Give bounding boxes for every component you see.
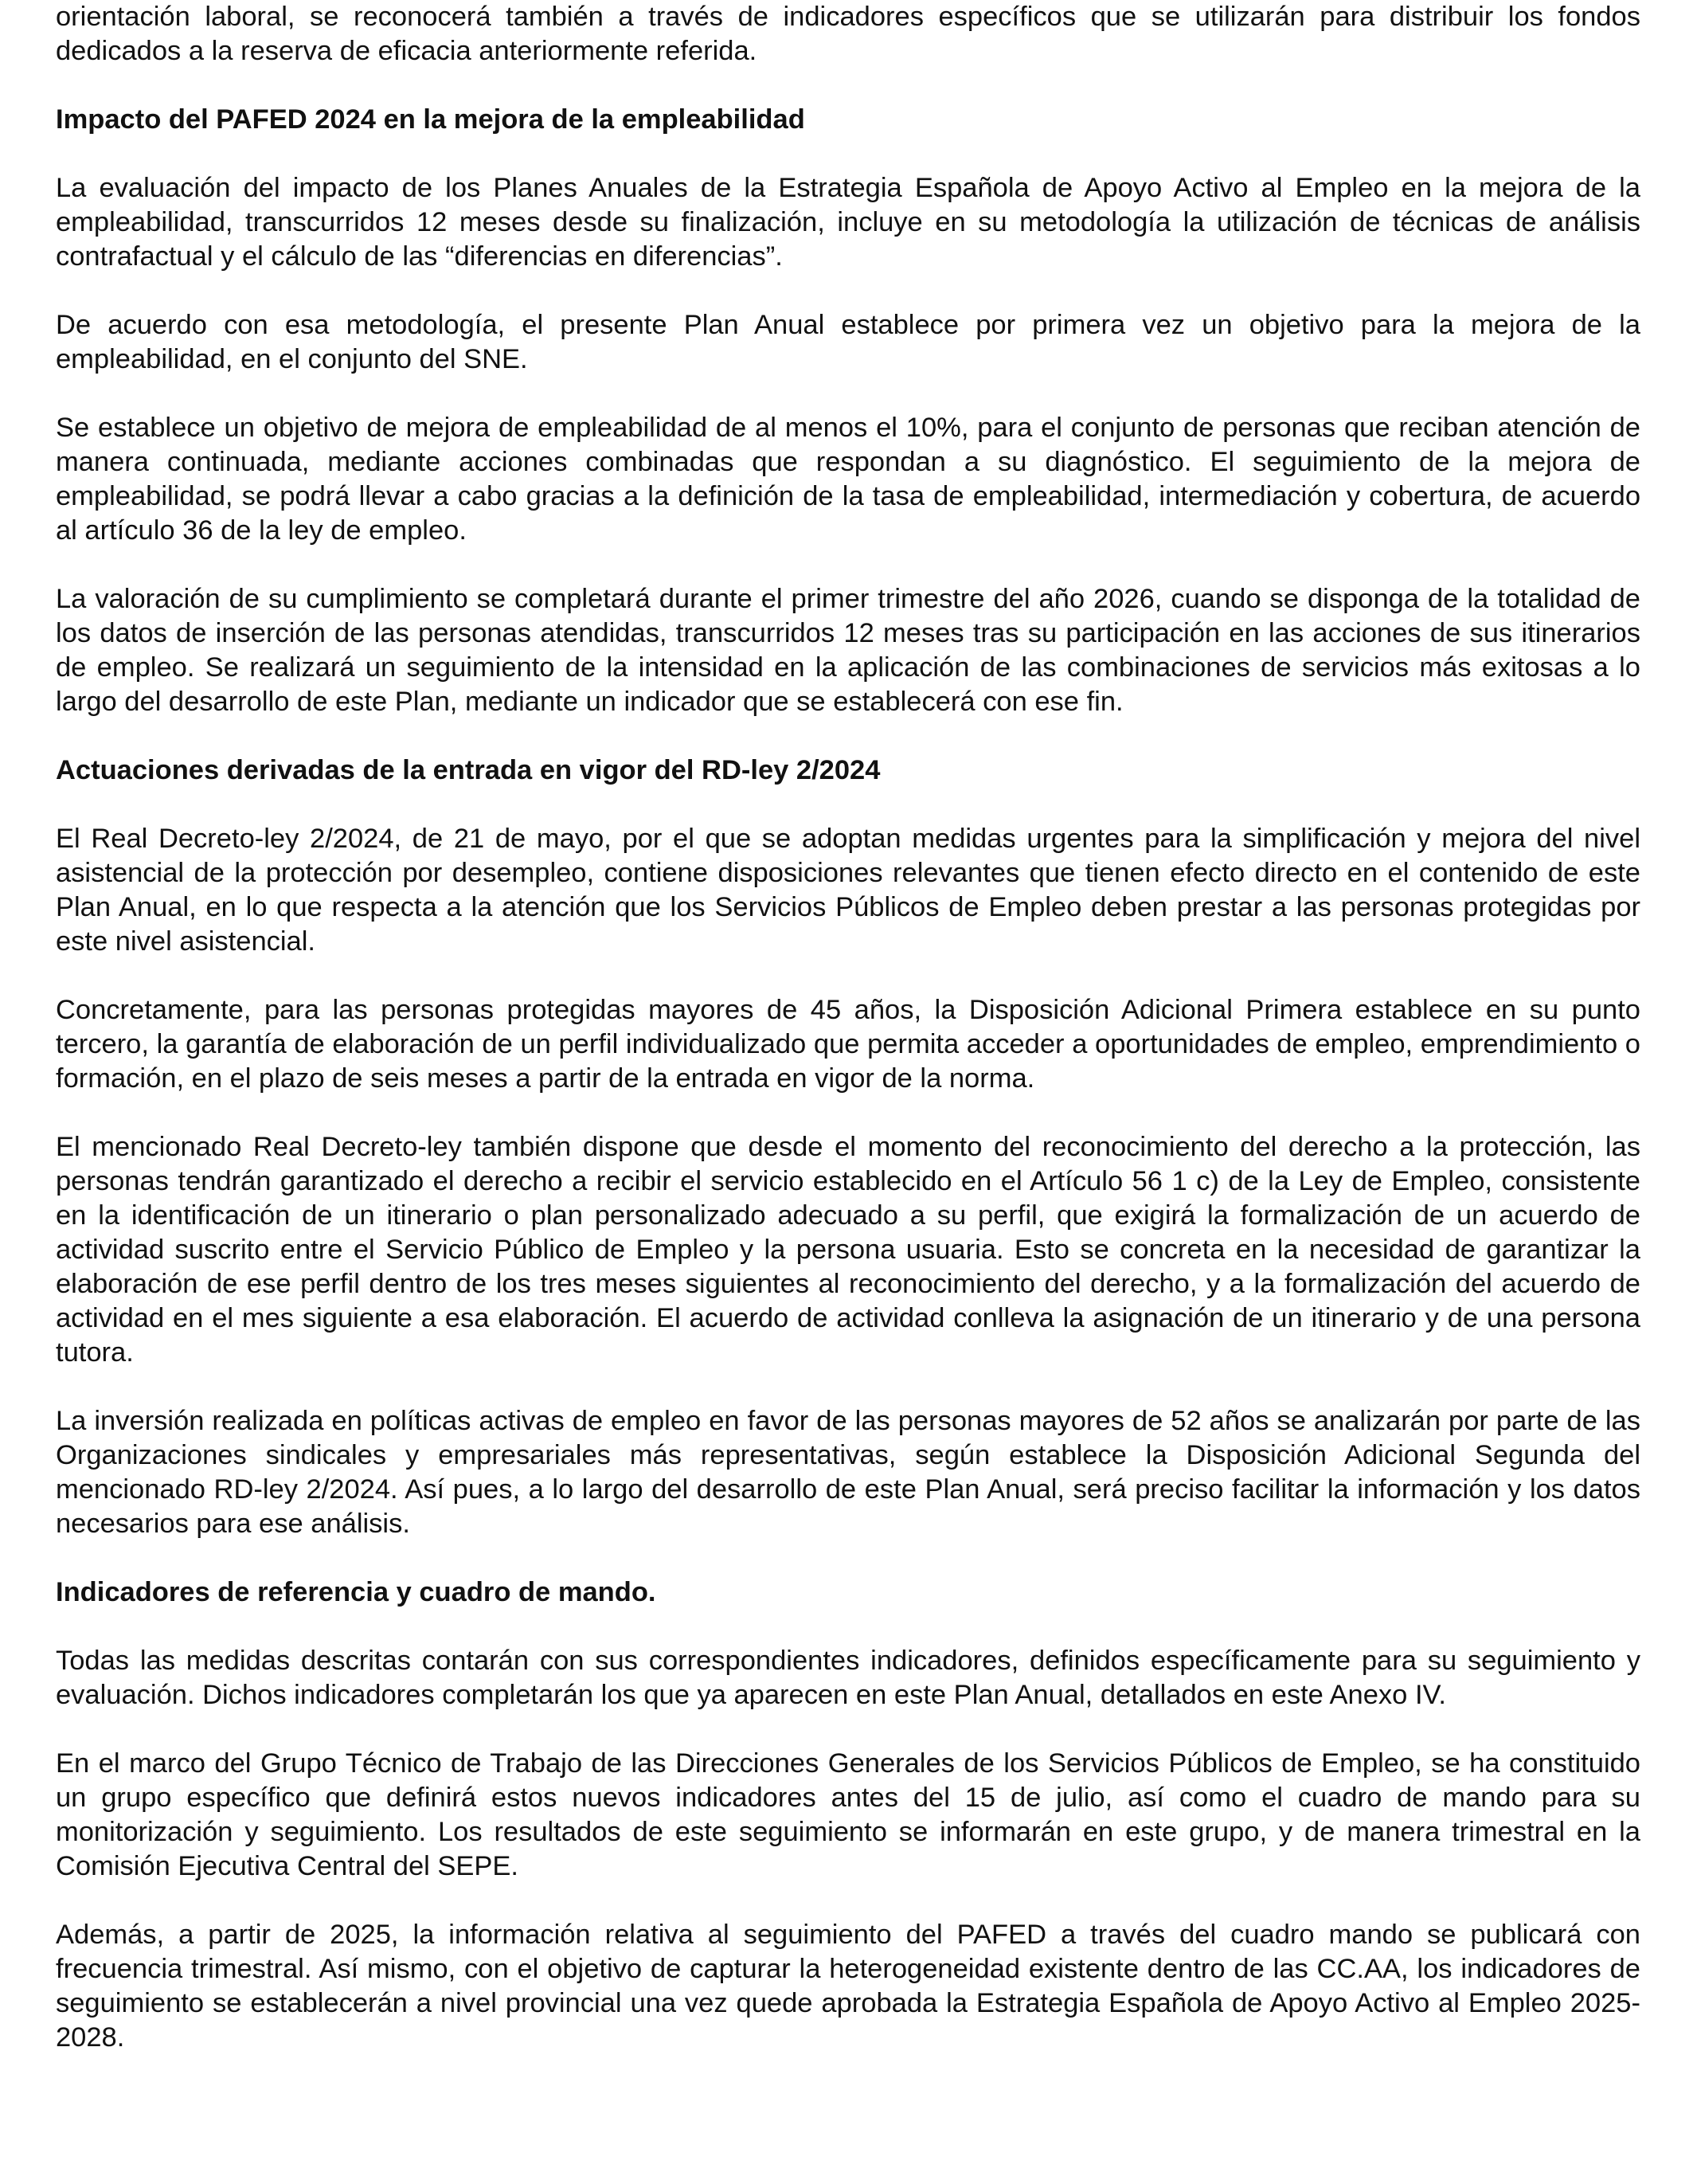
paragraph-objetivo: Se establece un objetivo de mejora de empleabilidad de al menos el 10%, para el conjunto de personas que reciban atención de manera continuada, mediante acciones combinadas que respondan a su diagnóstico. El seguimiento de la mejora de empleabilidad, se podrá llevar a cabo gracias a la definición de la tasa de empleabilidad, intermediación y cobertura, de acuerdo al artículo 36 de la ley de empleo.	[56, 413, 1640, 546]
paragraph-real-decreto: El Real Decreto-ley 2/2024, de 21 de mayo, por el que se adoptan medidas urgentes para la simplificación y mejora del nivel asistencial de la protección por desempleo, contiene disposiciones relevantes que tienen efecto directo en el contenido de este Plan Anual, en lo que respecta a la atención que los Servicios Públicos de Empleo deben prestar a las personas protegidas por este nivel asistencial.	[56, 824, 1640, 957]
paragraph-medidas: Todas las medidas descritas contarán con sus correspondientes indicadores, definidos específicamente para su seguimiento y evaluación. Dichos indicadores completarán los que ya aparecen en este Plan Anual, detallados en este Anexo IV.	[56, 1646, 1640, 1710]
section-heading-actuaciones: Actuaciones derivadas de la entrada en vigor del RD-ley 2/2024	[56, 755, 881, 785]
paragraph-grupo-tecnico: En el marco del Grupo Técnico de Trabajo de las Direcciones Generales de los Servicios Públicos de Empleo, se ha constituido un grupo específico que definirá estos nuevos indicadores antes del 15 de julio, así como el cuadro de mando para su monitorización y seguimiento. Los resultados de este seguimiento se informarán en este grupo, y de manera trimestral en la Comisión Ejecutiva Central del SEPE.	[56, 1748, 1640, 1881]
document-page	[56, 0, 1640, 2089]
paragraph-valoracion: La valoración de su cumplimiento se completará durante el primer trimestre del año 2026, cuando se disponga de la totalidad de los datos de inserción de las personas atendidas, transcurridos 12 meses tras su participación en las acciones de sus itinerarios de empleo. Se realizará un seguimiento de la intensidad en la aplicación de las combinaciones de servicios más exitosas a lo largo del desarrollo de este Plan, mediante un indicador que se establecerá con ese fin.	[56, 584, 1640, 717]
paragraph-metodologia: De acuerdo con esa metodología, el presente Plan Anual establece por primera vez un objetivo para la mejora de la empleabilidad, en el conjunto del SNE.	[56, 310, 1640, 374]
paragraph-mencionado: El mencionado Real Decreto-ley también dispone que desde el momento del reconocimiento del derecho a la protección, las personas tendrán garantizado el derecho a recibir el servicio establecido en el Artículo 56 1 c) de la Ley de Empleo, consistente en la identificación de un itinerario o plan personalizado adecuado a su perfil, que exigirá la formalización de un acuerdo de actividad suscrito entre el Servicio Público de Empleo y la persona usuaria. Esto se concreta en la necesidad de garantizar la elaboración de ese perfil dentro de los tres meses siguientes al reconocimiento del derecho, y a la formalización del acuerdo de actividad en el mes siguiente a esa elaboración. El acuerdo de actividad conlleva la asignación de un itinerario y de una persona tutora.	[56, 1132, 1640, 1368]
paragraph-concretamente: Concretamente, para las personas protegidas mayores de 45 años, la Disposición Adicional Primera establece en su punto tercero, la garantía de elaboración de un perfil individualizado que permita acceder a oportunidades de empleo, emprendimiento o formación, en el plazo de seis meses a partir de la entrada en vigor de la norma.	[56, 995, 1640, 1094]
paragraph-continuation: orientación laboral, se reconocerá también a través de indicadores específicos que se utilizarán para distribuir los fondos dedicados a la reserva de eficacia anteriormente referida.	[56, 2, 1640, 66]
paragraph-ademas: Además, a partir de 2025, la información relativa al seguimiento del PAFED a través del cuadro mando se publicará con frecuencia trimestral. Así mismo, con el objetivo de capturar la heterogeneidad existente dentro de las CC.AA, los indicadores de seguimiento se establecerán a nivel provincial una vez quede aprobada la Estrategia Española de Apoyo Activo al Empleo 2025-2028.	[56, 1920, 1640, 2053]
section-heading-impacto: Impacto del PAFED 2024 en la mejora de la empleabilidad	[56, 104, 805, 135]
paragraph-inversion: La inversión realizada en políticas activas de empleo en favor de las personas mayores de 52 años se analizarán por parte de las Organizaciones sindicales y empresariales más representativas, según establece la Disposición Adicional Segunda del mencionado RD-ley 2/2024. Así pues, a lo largo del desarrollo de este Plan Anual, será preciso facilitar la información y los datos necesarios para ese análisis.	[56, 1406, 1640, 1539]
paragraph-evaluacion: La evaluación del impacto de los Planes Anuales de la Estrategia Española de Apoyo Activo al Empleo en la mejora de la empleabilidad, transcurridos 12 meses desde su finalización, incluye en su metodología la utilización de técnicas de análisis contrafactual y el cálculo de las “diferencias en diferencias”.	[56, 173, 1640, 272]
section-heading-indicadores: Indicadores de referencia y cuadro de mando.	[56, 1577, 656, 1607]
